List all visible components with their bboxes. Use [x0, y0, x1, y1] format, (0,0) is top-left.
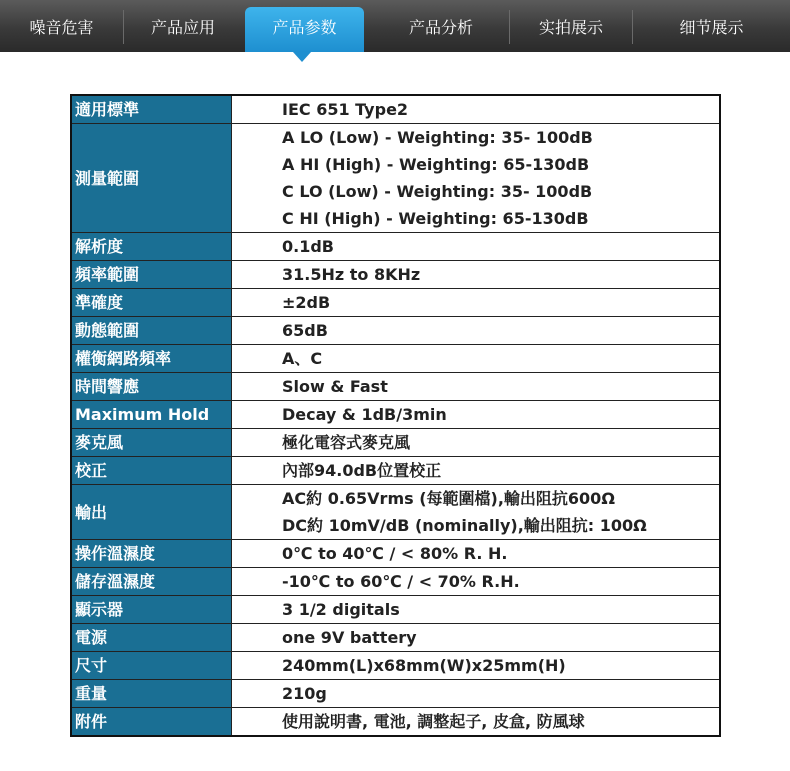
spec-row: [71, 429, 720, 457]
spec-value-line: 210g: [282, 684, 327, 703]
nav-active-pointer: [293, 52, 311, 62]
spec-label: [71, 401, 232, 429]
spec-label: [71, 233, 232, 261]
spec-label-text: 解析度: [75, 237, 124, 256]
spec-table-body: [71, 95, 720, 736]
spec-label: [71, 680, 232, 708]
spec-value-line: ±2dB: [282, 293, 331, 312]
spec-label-text: 重量: [75, 684, 108, 703]
nav-tab-noise-hazard[interactable]: 噪音危害: [29, 18, 94, 37]
spec-value-line: IEC 651 Type2: [282, 100, 409, 119]
spec-label-text: 權衡網路頻率: [75, 349, 172, 368]
spec-label-text: 校正: [75, 461, 108, 480]
spec-value-line: one 9V battery: [282, 628, 417, 647]
spec-row: [71, 401, 720, 429]
spec-table: [70, 94, 721, 737]
spec-label-text: 測量範圍: [75, 168, 140, 188]
spec-value: [232, 95, 721, 124]
spec-label-text: 操作溫濕度: [75, 544, 156, 563]
spec-row: [71, 317, 720, 345]
top-nav: [0, 0, 790, 52]
spec-value-line: 240mm(L)x68mm(W)x25mm(H): [282, 656, 566, 675]
spec-value: [232, 345, 721, 373]
spec-label-text: 麥克風: [75, 433, 124, 452]
spec-value: [232, 680, 721, 708]
spec-label-text: 時間響應: [75, 377, 140, 396]
spec-value: [232, 568, 721, 596]
nav-tab-product-application[interactable]: 产品应用: [150, 18, 215, 37]
spec-value: [232, 457, 721, 485]
spec-label: [71, 261, 232, 289]
nav-tab-product-specs[interactable]: 产品参数: [272, 18, 337, 37]
spec-value-line: 65dB: [282, 321, 328, 340]
spec-label-text: 適用標準: [75, 100, 140, 119]
spec-value: [232, 652, 721, 680]
spec-label-text: 準確度: [75, 293, 124, 312]
spec-label-text: Maximum Hold: [75, 405, 210, 424]
spec-value-line: Decay & 1dB/3min: [282, 405, 447, 424]
spec-label-text: 頻率範圍: [75, 265, 140, 284]
nav-tab-product-analysis[interactable]: 产品分析: [408, 18, 473, 37]
spec-value: [232, 401, 721, 429]
spec-value-line: 31.5Hz to 8KHz: [282, 265, 421, 284]
spec-label-text: 尺寸: [75, 656, 108, 675]
spec-value-line: C HI (High) - Weighting: 65-130dB: [282, 209, 589, 228]
spec-value: [232, 124, 721, 233]
spec-value: [232, 233, 721, 261]
spec-label: [71, 373, 232, 401]
spec-label: [71, 708, 232, 737]
spec-row: [71, 233, 720, 261]
spec-value-line: 0℃ to 40℃ / < 80% R. H.: [282, 544, 508, 563]
spec-value-line: 極化電容式麥克風: [282, 433, 411, 452]
spec-label: [71, 485, 232, 540]
spec-label: [71, 345, 232, 373]
spec-label-text: 儲存溫濕度: [75, 572, 156, 591]
spec-value-line: 0.1dB: [282, 237, 334, 256]
spec-value-line: 內部94.0dB位置校正: [282, 461, 442, 480]
spec-row: [71, 540, 720, 568]
spec-label: [71, 124, 232, 233]
spec-row: [71, 457, 720, 485]
spec-row: [71, 485, 720, 540]
spec-row: [71, 373, 720, 401]
spec-label: [71, 457, 232, 485]
spec-value: [232, 485, 721, 540]
spec-label: [71, 652, 232, 680]
spec-value-line: A HI (High) - Weighting: 65-130dB: [282, 155, 590, 174]
spec-value-line: Slow & Fast: [282, 377, 388, 396]
spec-value: [232, 596, 721, 624]
spec-value-line: DC約 10mV/dB (nominally),輸出阻抗: 100Ω: [282, 516, 647, 535]
spec-value: [232, 429, 721, 457]
spec-row: [71, 568, 720, 596]
spec-row: [71, 624, 720, 652]
spec-row: [71, 345, 720, 373]
spec-label: [71, 540, 232, 568]
spec-value: [232, 708, 721, 737]
spec-row: [71, 680, 720, 708]
spec-row: [71, 261, 720, 289]
spec-label: [71, 568, 232, 596]
spec-label-text: 電源: [75, 628, 108, 647]
spec-value: [232, 289, 721, 317]
spec-row: [71, 124, 720, 233]
spec-row: [71, 652, 720, 680]
spec-value-line: C LO (Low) - Weighting: 35- 100dB: [282, 182, 593, 201]
spec-value: [232, 261, 721, 289]
spec-row: [71, 596, 720, 624]
spec-label-text: 輸出: [75, 502, 108, 522]
spec-label: [71, 317, 232, 345]
spec-label: [71, 624, 232, 652]
spec-value-line: -10℃ to 60℃ / < 70% R.H.: [282, 572, 520, 591]
spec-label-text: 動態範圍: [75, 321, 140, 340]
spec-row: [71, 289, 720, 317]
spec-label: [71, 596, 232, 624]
spec-label: [71, 289, 232, 317]
spec-row: [71, 95, 720, 124]
spec-label: [71, 95, 232, 124]
spec-value: [232, 540, 721, 568]
spec-value-line: AC約 0.65Vrms (每範圍檔),輸出阻抗600Ω: [282, 489, 615, 508]
spec-value: [232, 317, 721, 345]
spec-value-line: A LO (Low) - Weighting: 35- 100dB: [282, 128, 593, 147]
nav-tab-photo-gallery[interactable]: 实拍展示: [538, 18, 603, 37]
spec-label: [71, 429, 232, 457]
spec-value: [232, 373, 721, 401]
spec-label-text: 顯示器: [75, 600, 124, 619]
spec-row: [71, 708, 720, 737]
spec-label-text: 附件: [75, 712, 108, 731]
spec-value-line: 使用說明書, 電池, 調整起子, 皮盒, 防風球: [282, 712, 585, 731]
spec-value-line: A、C: [282, 349, 323, 368]
spec-value: [232, 624, 721, 652]
nav-tab-detail-display[interactable]: 细节展示: [679, 18, 744, 37]
spec-value-line: 3 1/2 digitals: [282, 600, 400, 619]
